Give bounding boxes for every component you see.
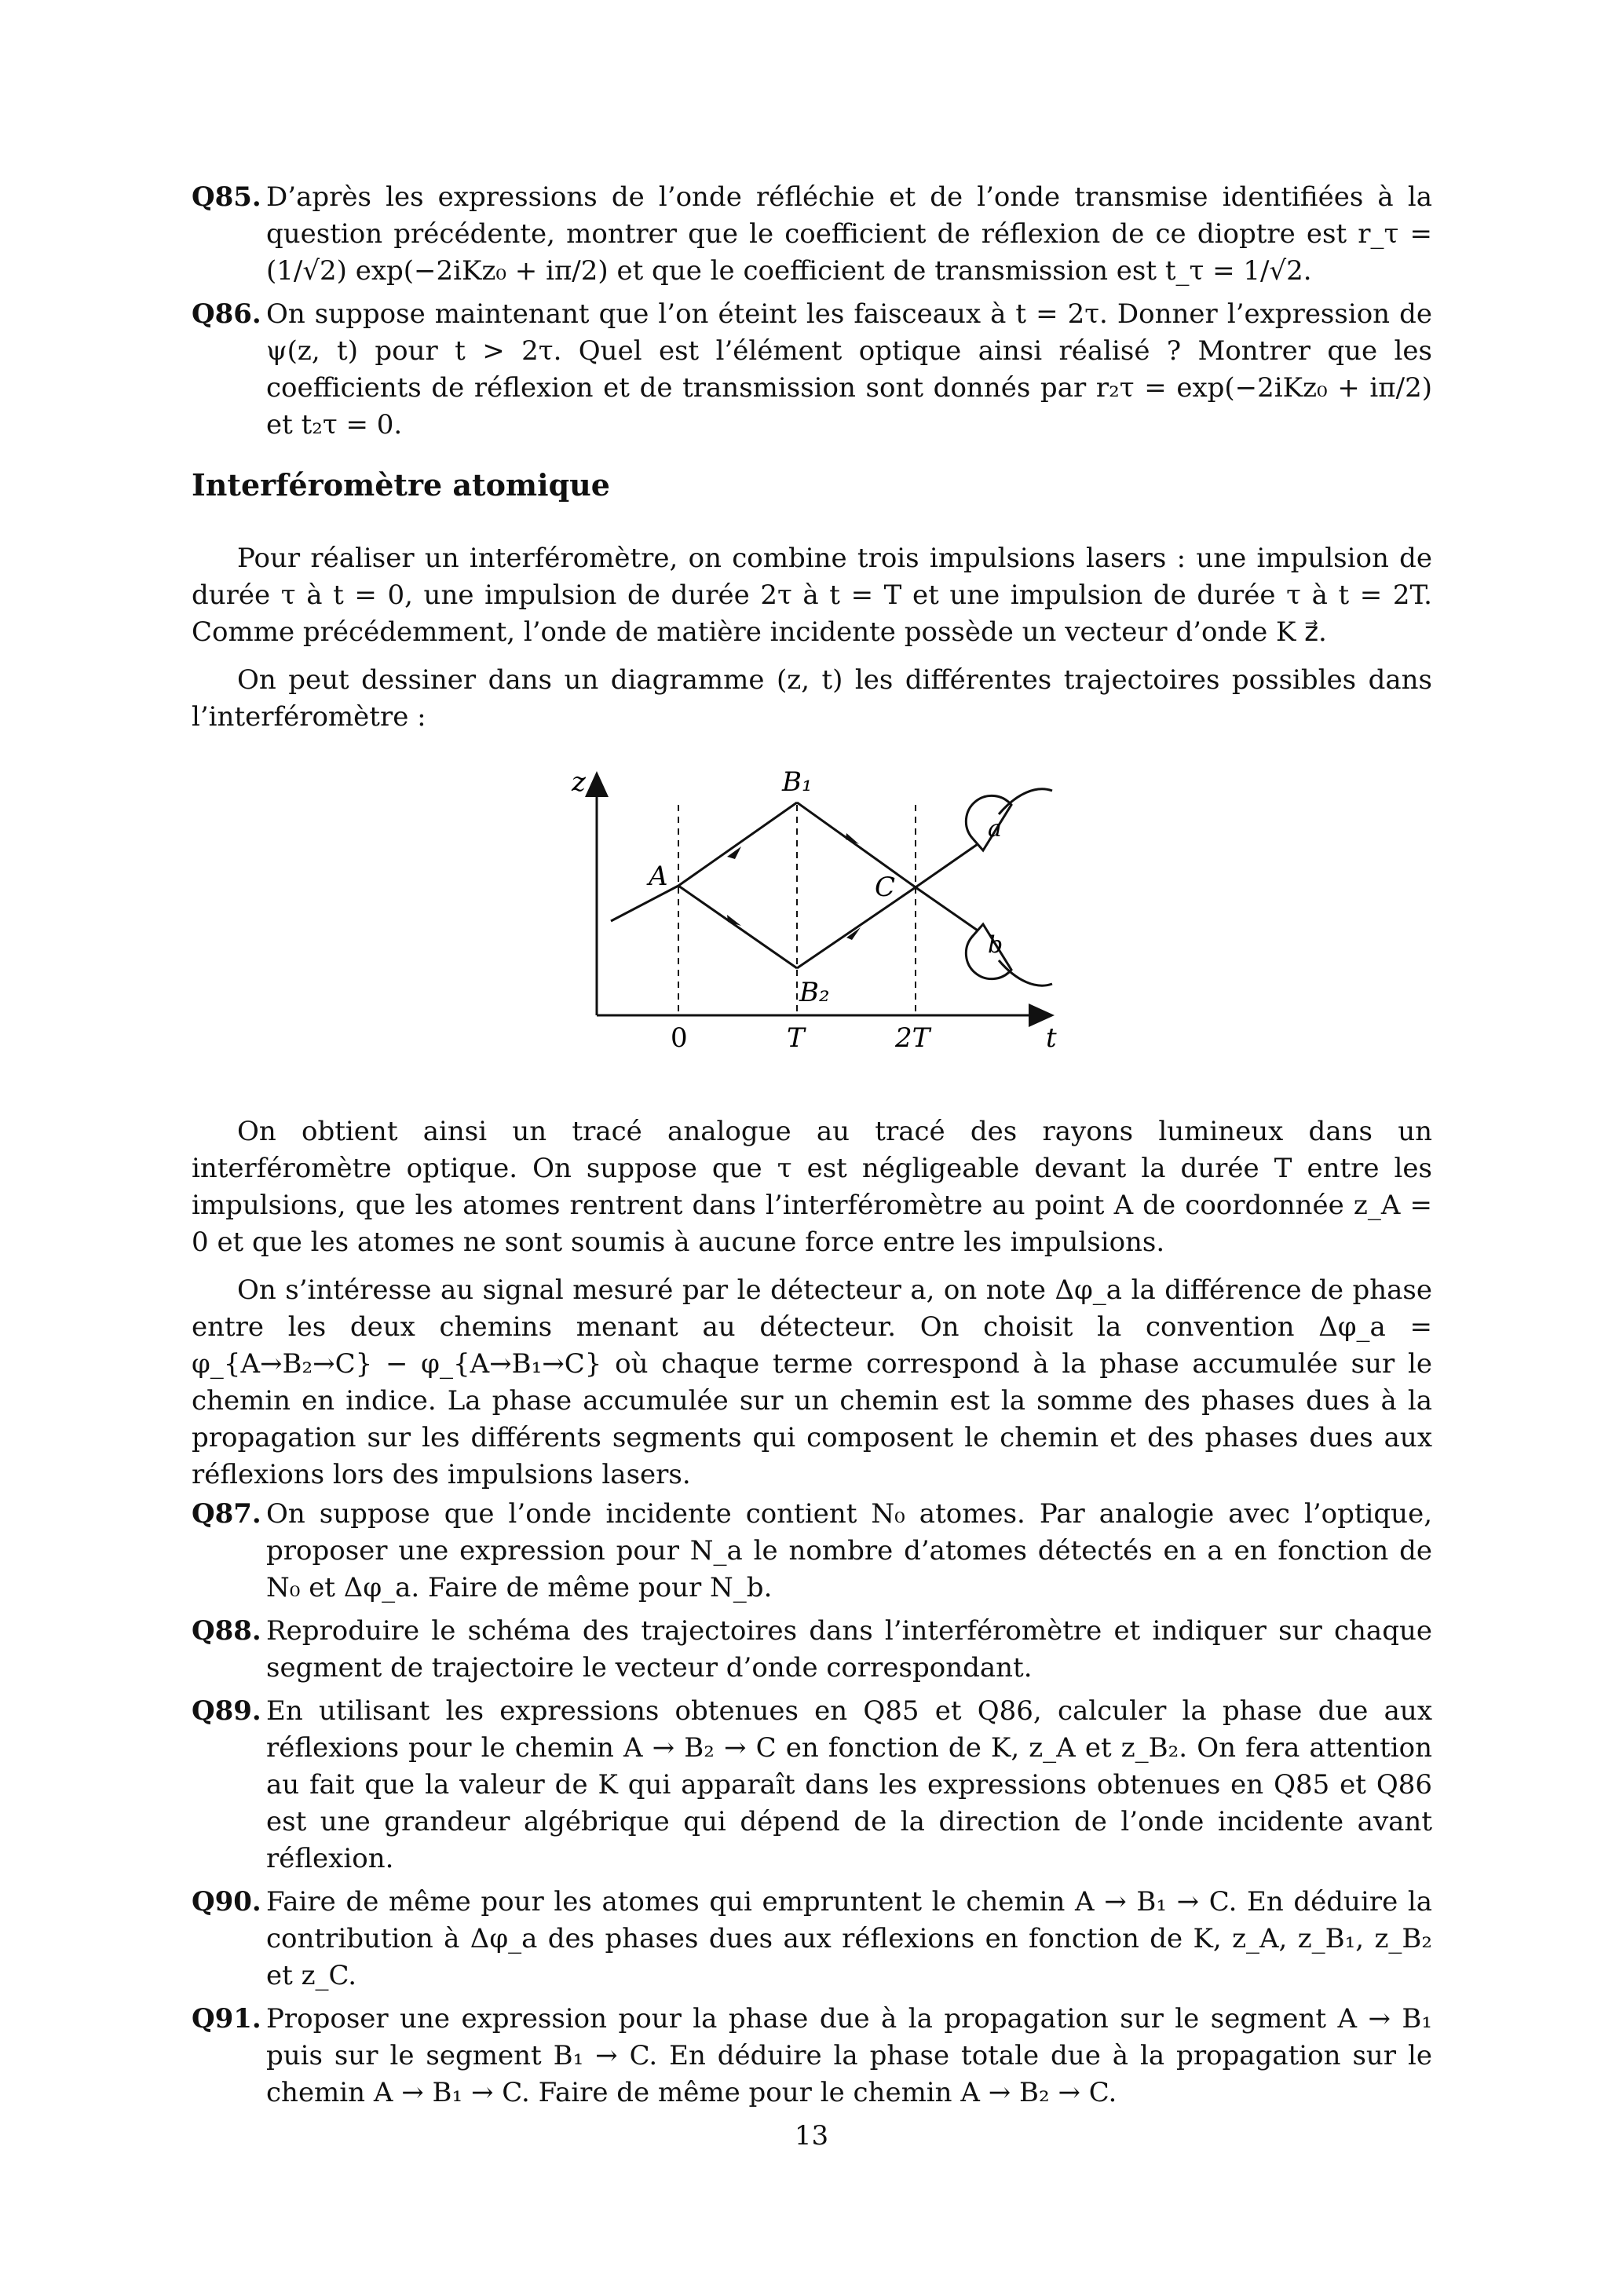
tick-label-0: 0 <box>671 1022 688 1054</box>
question-text: En utilisant les expressions obtenues en Q85 et Q86, calculer la phase due aux réflexions pour le chemin A → B₂ → C en fonction de K, z_A et z_B₂. On fera attention au fait que la valeur de K qui apparaît dans les expressions obtenues en Q85 et Q86 est une grandeur algébrique qui dépend de la direction de l’onde incidente avant réflexion. <box>266 1695 1432 1874</box>
path-A-B1 <box>678 803 797 886</box>
question-number: Q88. <box>192 1615 261 1647</box>
path-B1-C <box>797 803 916 887</box>
question-q85 <box>192 179 1432 290</box>
detector-label-a: a <box>988 815 1002 843</box>
question-text: Reproduire le schéma des trajectoires dans l’interféromètre et indiquer sur chaque segment de trajectoire le vecteur d’onde correspondant. <box>266 1615 1432 1684</box>
interferometer-diagram <box>550 758 1099 1088</box>
path-B2-C <box>797 887 916 968</box>
analysis-text <box>192 1113 1432 1493</box>
question-q91 <box>192 2001 1432 2111</box>
question-number: Q91. <box>192 2003 261 2035</box>
question-number: Q89. <box>192 1695 261 1727</box>
point-label-B2: B₂ <box>799 977 830 1008</box>
question-q90 <box>192 1884 1432 1994</box>
questions-bottom <box>192 1496 1432 2111</box>
point-label-B1: B₁ <box>782 766 813 798</box>
point-label-C: C <box>875 872 896 903</box>
question-number: Q85. <box>192 181 261 213</box>
point-label-A: A <box>649 861 668 892</box>
question-text: On suppose que l’onde incidente contient N₀ atomes. Par analogie avec l’optique, proposer une expression pour N_a le nombre d’atomes détectés en a en fonction de N₀ et Δφ_a. Faire de même pour N_b. <box>266 1498 1432 1603</box>
tick-label-T: T <box>787 1022 805 1054</box>
question-text: On suppose maintenant que l’on éteint les faisceaux à t = 2τ. Donner l’expression de ψ(z, t) pour t > 2τ. Quel est l’élément optique ainsi réalisé ? Montrer que les coefficients de réflexion et de transmission sont donnés par r₂τ = exp(−2iKz₀ + iπ/2) et t₂τ = 0. <box>266 298 1432 441</box>
page-number: 13 <box>794 2120 829 2152</box>
path-A-B2 <box>678 886 797 968</box>
question-text: Proposer une expression pour la phase due à la propagation sur le segment A → B₁ puis sur le segment B₁ → C. En déduire la phase totale due à la propagation sur le chemin A → B₁ → C. Faire de même pour le chemin A → B₂ → C. <box>266 2003 1432 2108</box>
arrow-A-B1 <box>727 846 741 859</box>
detector-label-b: b <box>988 931 1003 959</box>
paragraph: On obtient ainsi un tracé analogue au tracé des rayons lumineux dans un interféromètre optique. On suppose que τ est négligeable devant la durée T entre les impulsions, que les atomes rentrent dans l’interféromètre au point A de coordonnée z_A = 0 et que les atomes ne sont soumis à aucune force entre les impulsions. <box>192 1116 1432 1258</box>
axis-label-z: z <box>572 766 586 798</box>
tick-label-2T: 2T <box>895 1022 930 1054</box>
section-title: Interféromètre atomique <box>192 467 610 503</box>
question-text: Faire de même pour les atomes qui empruntent le chemin A → B₁ → C. En déduire la contribution à Δφ_a des phases dues aux réflexions en fonction de K, z_A, z_B₁, z_B₂ et z_C. <box>266 1886 1432 1991</box>
question-number: Q87. <box>192 1498 261 1530</box>
paragraph: On s’intéresse au signal mesuré par le détecteur a, on note Δφ_a la différence de phase entre les deux chemins menant au détecteur. On choisit la convention Δφ_a = φ_{A→B₂→C} − φ_{A→B₁→C} où chaque terme correspond à la phase accumulée sur le chemin en indice. La phase accumulée sur un chemin est la somme des phases dues à la propagation sur les différents segments qui composent le chemin et des phases dues aux réflexions lors des impulsions lasers. <box>192 1274 1432 1490</box>
detector-a <box>966 789 1052 850</box>
path-C-b <box>916 887 980 932</box>
question-text: D’après les expressions de l’onde réfléchie et de l’onde transmise identifiées à la question précédente, montrer que le coefficient de réflexion de ce dioptre est r_τ = (1/√2) exp(−2iKz₀ + iπ/2) et que le coefficient de transmission est t_τ = 1/√2. <box>266 181 1432 287</box>
question-number: Q86. <box>192 298 261 330</box>
intro-text <box>192 540 1432 736</box>
incoming-path <box>611 886 678 921</box>
question-q88 <box>192 1613 1432 1687</box>
questions-top <box>192 179 1432 444</box>
axis-label-t: t <box>1046 1022 1057 1054</box>
detector-b <box>966 924 1052 985</box>
question-q86 <box>192 296 1432 444</box>
question-q87 <box>192 1496 1432 1607</box>
question-q89 <box>192 1693 1432 1877</box>
paragraph: On peut dessiner dans un diagramme (z, t) les différentes trajectoires possibles dans l’interféromètre : <box>192 664 1432 733</box>
path-C-a <box>916 843 980 887</box>
question-number: Q90. <box>192 1886 261 1918</box>
paragraph: Pour réaliser un interféromètre, on combine trois impulsions lasers : une impulsion de durée τ à t = 0, une impulsion de durée 2τ à t = T et une impulsion de durée τ à t = 2T. Comme précédemment, l’onde de matière incidente possède un vecteur d’onde K z⃗. <box>192 543 1432 648</box>
